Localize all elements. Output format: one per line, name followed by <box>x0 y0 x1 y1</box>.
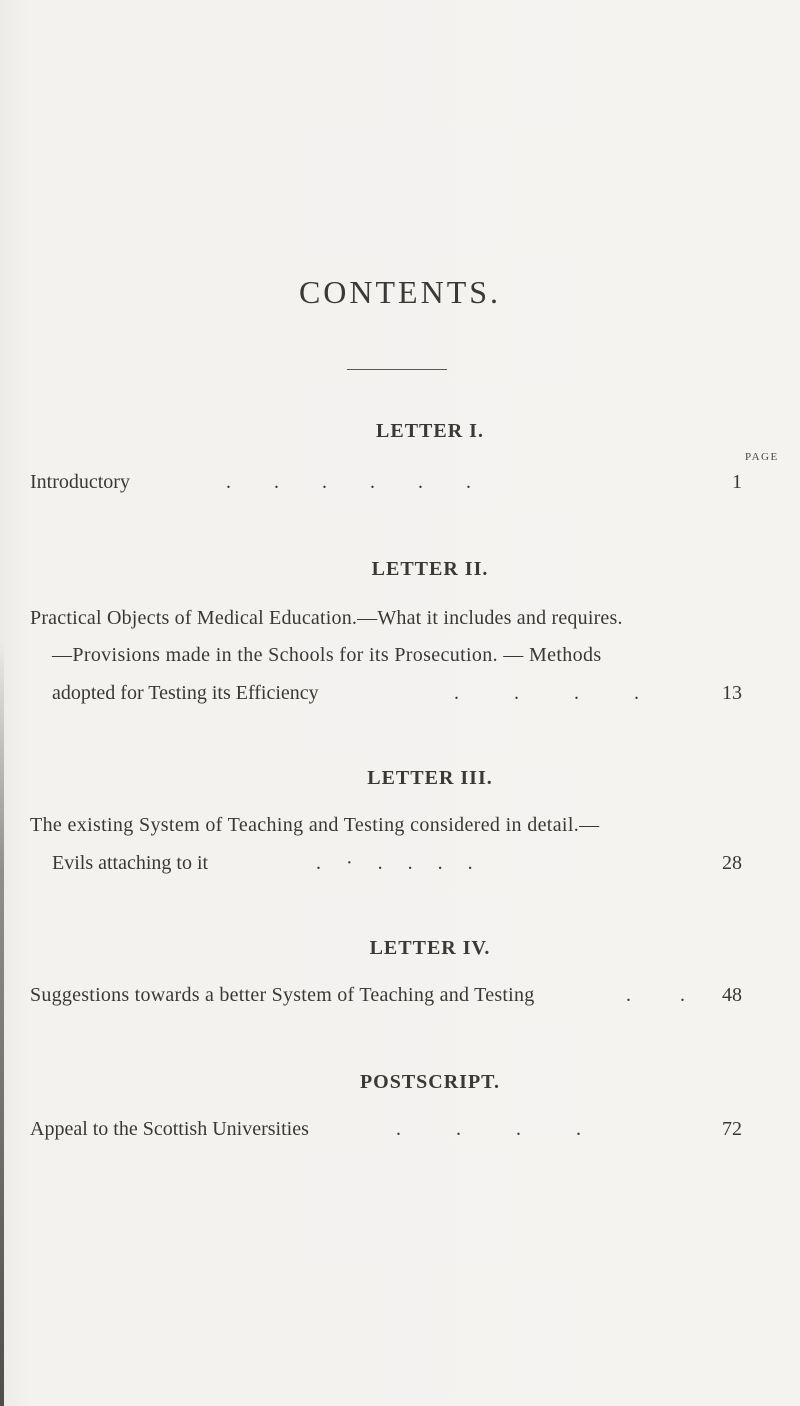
entry-line: Evils attaching to it <box>52 852 209 874</box>
page-title: CONTENTS. <box>298 274 502 310</box>
page-number: 48 <box>722 984 742 1006</box>
entry-line: The existing System of Teaching and Testing considered in detail.— <box>30 814 600 836</box>
page-column-label: PAGE <box>745 451 779 463</box>
entry-introductory: Introductory <box>30 471 130 493</box>
title-rule <box>347 369 447 370</box>
entry-line: —Provisions made in the Schools for its Prosecution. — Methods <box>52 644 602 666</box>
heading-letter-1: LETTER I. <box>376 420 484 442</box>
heading-letter-2: LETTER II. <box>371 558 489 580</box>
heading-postscript: POSTSCRIPT. <box>359 1071 501 1093</box>
binding-edge <box>0 640 4 1406</box>
leader-dots: . . . . <box>454 682 639 704</box>
entry-line: adopted for Testing its Efficiency <box>52 682 319 704</box>
leader-dots: . . <box>626 984 685 1006</box>
entry-line: Appeal to the Scottish Universities <box>30 1118 309 1140</box>
page-number: 1 <box>732 471 742 493</box>
entry-line: Practical Objects of Medical Education.—What it includes and requires. <box>30 607 623 629</box>
page-number: 13 <box>722 682 742 704</box>
heading-letter-3: LETTER III. <box>367 767 493 789</box>
page-number: 72 <box>722 1118 742 1140</box>
leader-dots: . . . . <box>396 1118 581 1140</box>
leader-dots: . · . . . . <box>316 852 473 874</box>
heading-letter-4: LETTER IV. <box>369 937 491 959</box>
entry-line: Suggestions towards a better System of Teaching and Testing <box>30 984 535 1006</box>
page-number: 28 <box>722 852 742 874</box>
leader-dots: . . . . . . <box>226 471 471 493</box>
